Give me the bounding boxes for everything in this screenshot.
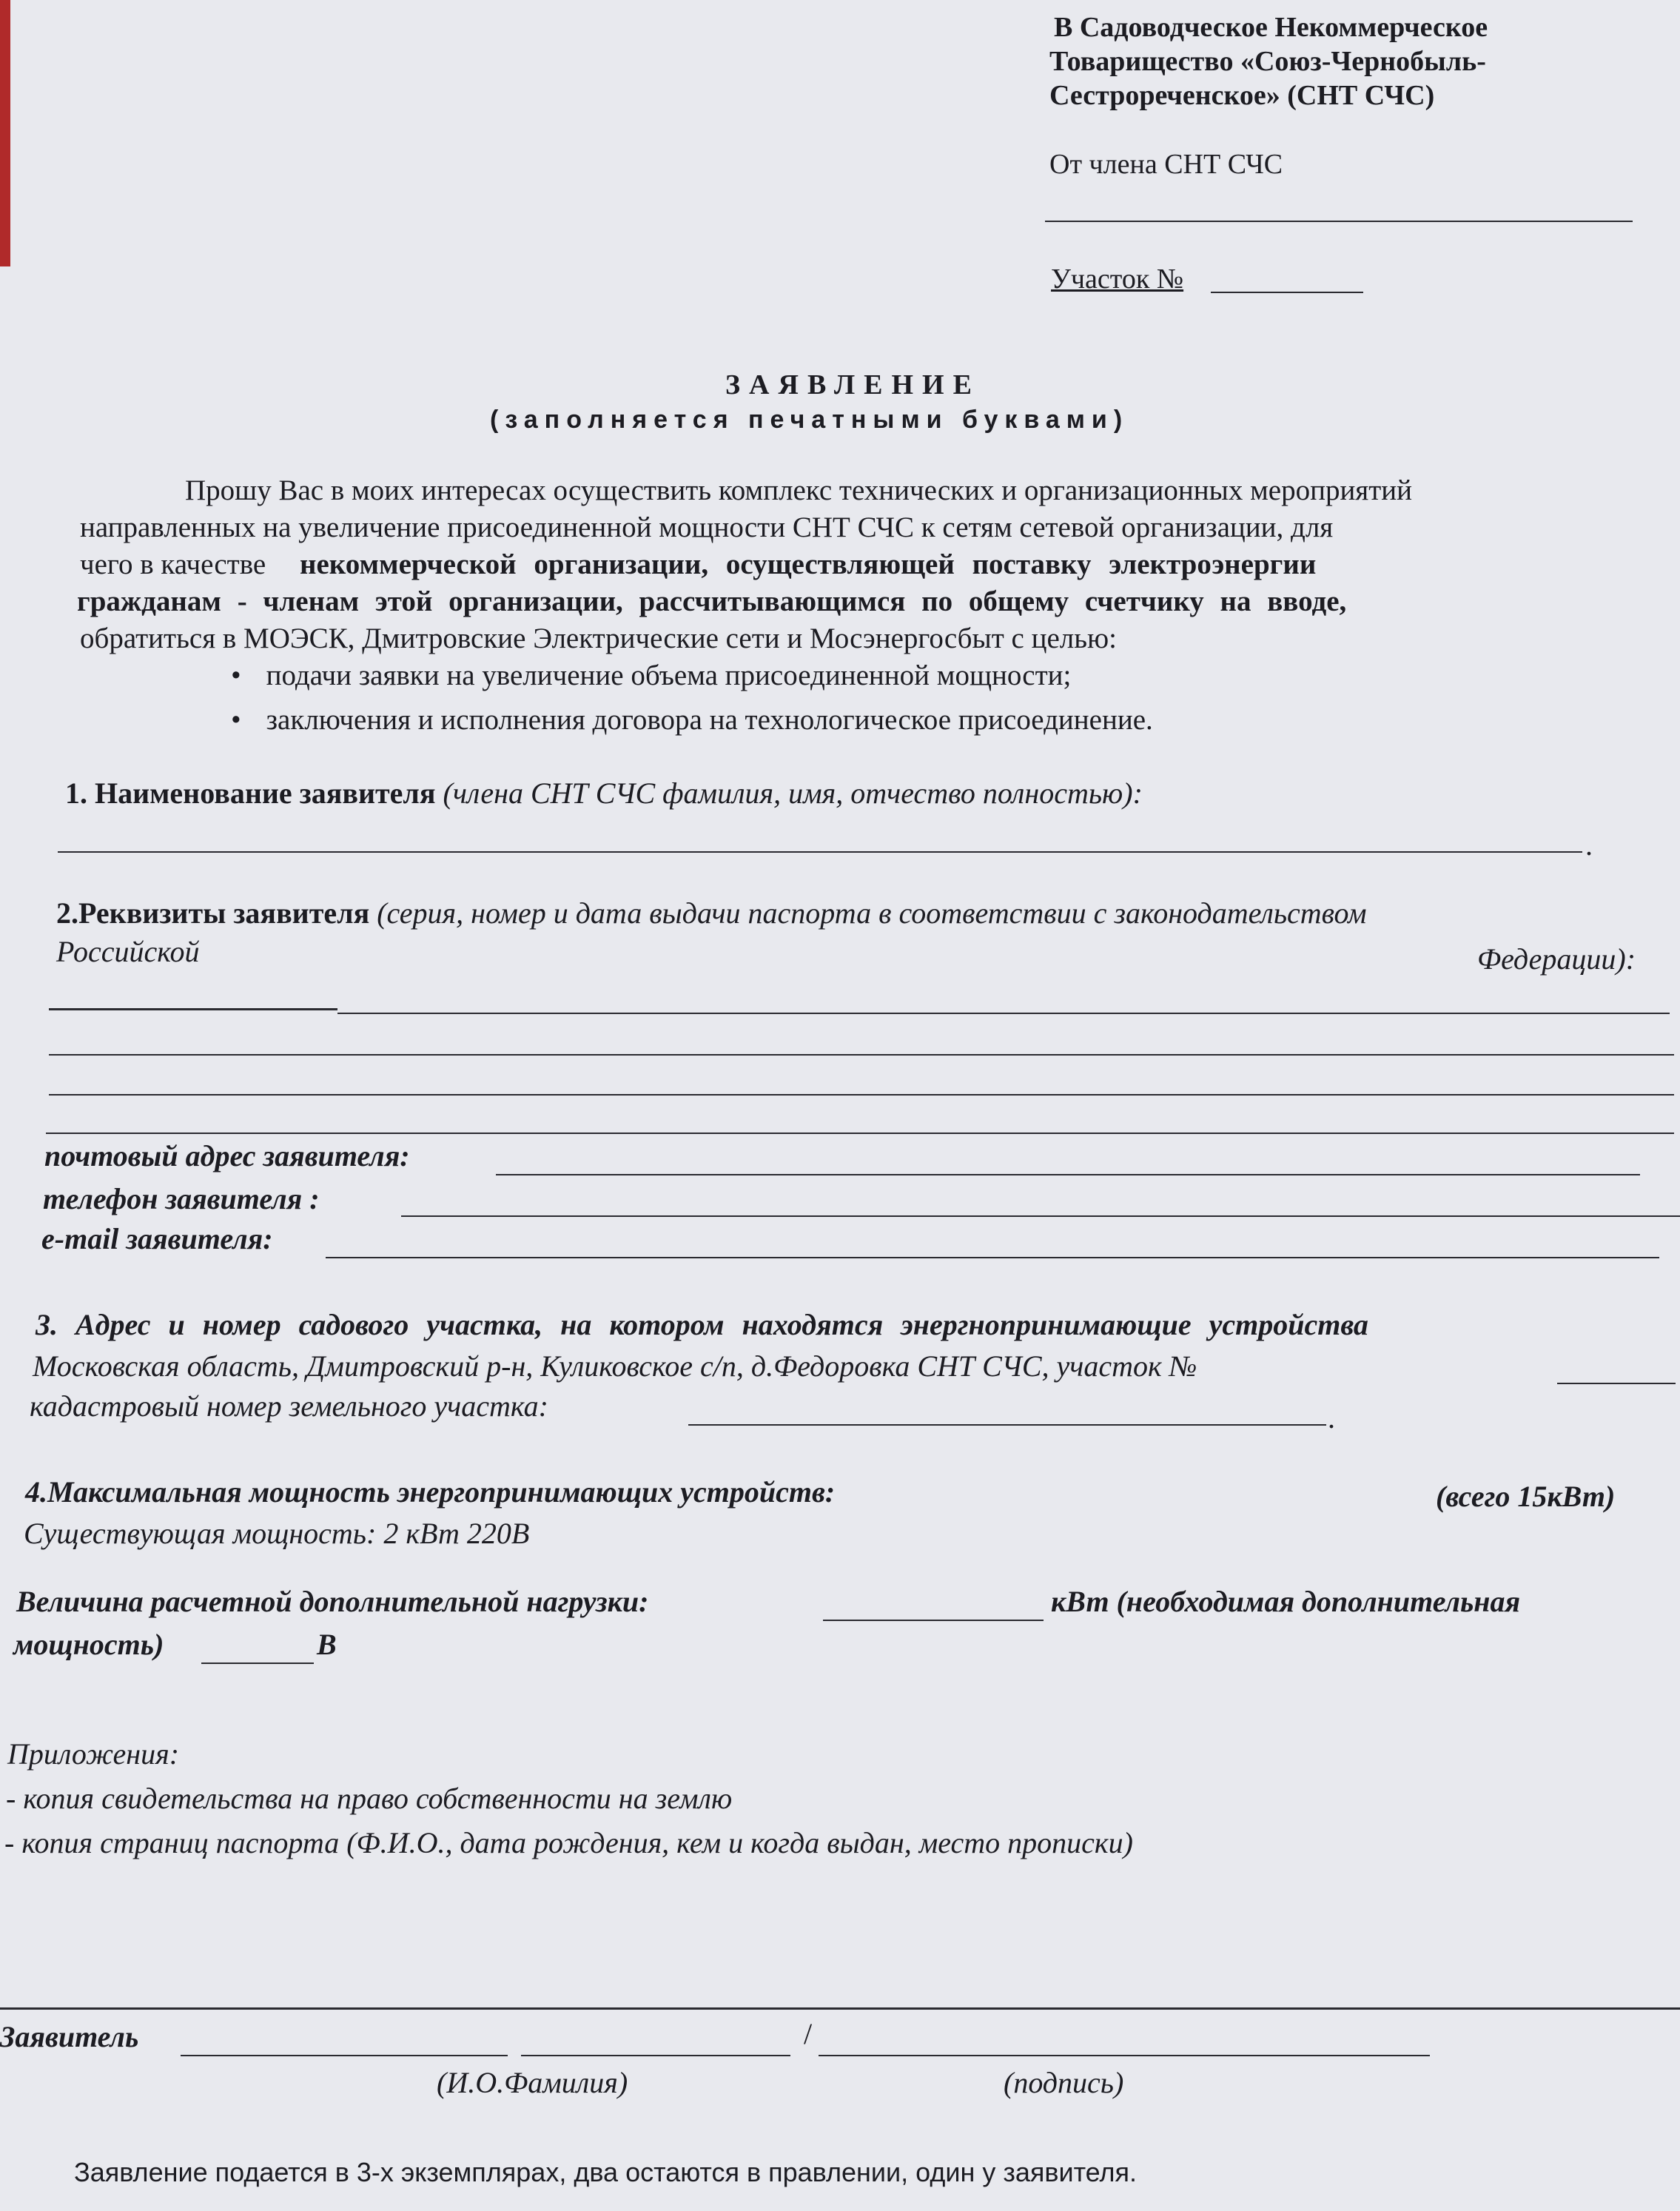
phone-label: телефон заявителя :	[43, 1182, 320, 1215]
addressee-line-1: В Садоводческое Некоммерческое	[1054, 12, 1488, 43]
extra-load-field[interactable]	[823, 1620, 1044, 1621]
cadastral-label: кадастровый номер земельного участка:	[30, 1389, 548, 1423]
bullet-icon: •	[231, 704, 241, 736]
passport-field-line-1b[interactable]	[337, 1013, 1670, 1014]
plot-label: Участок №	[1051, 264, 1184, 295]
signature-slash: /	[804, 2017, 813, 2050]
section-4-total: (всего 15кВт)	[1436, 1480, 1616, 1513]
bullet-item-1: • подачи заявки на увеличение объема присоединенной мощности;	[231, 660, 1072, 691]
section-3-address: Московская область, Дмитровский р-н, Куликовское с/п, д.Федоровка СНТ СЧС, участок №	[33, 1349, 1197, 1383]
email-label: e-mail заявителя:	[41, 1222, 273, 1255]
attachment-item-1: - копия свидетельства на право собственности на землю	[6, 1782, 733, 1815]
section-2-hint-left: Российской	[56, 935, 200, 968]
signature-initials-field[interactable]	[181, 2055, 508, 2056]
document-title: ЗАЯВЛЕНИЕ	[725, 369, 981, 400]
section-2-heading: 2.Реквизиты заявителя (серия, номер и дата выдачи паспорта в соответствии с законодательством	[56, 896, 1367, 930]
addressee-line-2: Товарищество «Союз-Чернобыль-	[1049, 46, 1486, 77]
passport-field-line-1a[interactable]	[49, 1008, 337, 1010]
intro-line-2: направленных на увеличение присоединенной мощности СНТ СЧС к сетям сетевой организации, для	[80, 511, 1334, 543]
applicant-name-field[interactable]	[58, 851, 1582, 853]
email-field[interactable]	[326, 1257, 1659, 1258]
signature-label: Заявитель	[0, 2020, 139, 2053]
passport-field-line-3[interactable]	[49, 1094, 1674, 1096]
intro-line-4: гражданам - членам этой организации, рассчитывающимся по общему счетчику на вводе,	[77, 586, 1347, 617]
document-subtitle: (заполняется печатными буквами)	[490, 406, 1129, 434]
phone-field[interactable]	[401, 1215, 1680, 1217]
from-label: От члена СНТ СЧС	[1049, 149, 1283, 180]
period-mark: .	[1328, 1401, 1335, 1435]
section-1-heading: 1. Наименование заявителя (члена СНТ СЧС фамилия, имя, отчество полностью):	[65, 776, 1143, 810]
passport-field-line-2[interactable]	[49, 1054, 1674, 1056]
footer-note: Заявление подается в 3-х экземплярах, два остаются в правлении, один у заявителя.	[74, 2157, 1137, 2187]
postal-address-field[interactable]	[496, 1174, 1640, 1175]
addressee-line-3: Сестрореченское» (СНТ СЧС)	[1049, 80, 1435, 111]
signature-divider	[0, 2007, 1680, 2010]
existing-power: Существующая мощность: 2 кВт 220В	[24, 1517, 530, 1550]
section-3-heading: 3. Адрес и номер садового участка, на котором находятся энергнопринимающие устройства	[36, 1308, 1368, 1341]
bullet-icon: •	[231, 660, 241, 691]
intro-line-1: Прошу Вас в моих интересах осуществить комплекс технических и организационных мероприятий	[185, 474, 1413, 506]
page-edge	[0, 0, 10, 266]
intro-line-3-start: чего в качестве	[80, 548, 266, 580]
attachment-item-2: - копия страниц паспорта (Ф.И.О., дата рождения, кем и когда выдан, место прописки)	[4, 1826, 1133, 1859]
voltage-field[interactable]	[201, 1663, 314, 1664]
intro-line-3-bold: некоммерческой организации, осуществляющей поставку электроэнергии	[299, 548, 1317, 580]
postal-address-label: почтовый адрес заявителя:	[44, 1139, 410, 1172]
signature-sign-field[interactable]	[819, 2055, 1430, 2056]
cadastral-field[interactable]	[688, 1424, 1326, 1426]
attachments-title: Приложения:	[7, 1737, 180, 1771]
section-2-hint-right: Федерации):	[1477, 942, 1636, 976]
section-4-heading: 4.Максимальная мощность энергопринимающих устройств:	[25, 1475, 836, 1509]
extra-power-label: мощность)	[13, 1628, 164, 1661]
name-caption: (И.О.Фамилия)	[437, 2066, 628, 2099]
signature-surname-field[interactable]	[521, 2055, 790, 2056]
intro-line-5: обратиться в МОЭСК, Дмитровские Электрические сети и Мосэнергосбыт с целью:	[80, 623, 1117, 654]
voltage-unit: В	[317, 1628, 337, 1661]
section-3-plot-field[interactable]	[1557, 1383, 1676, 1384]
passport-field-line-4[interactable]	[46, 1133, 1674, 1134]
plot-number-field[interactable]	[1211, 292, 1363, 293]
bullet-item-2: • заключения и исполнения договора на технологическое присоединение.	[231, 704, 1153, 736]
extra-load-label: Величина расчетной дополнительной нагрузки:	[16, 1585, 649, 1618]
extra-load-unit: кВт (необходимая дополнительная	[1051, 1585, 1521, 1618]
from-name-field[interactable]	[1045, 221, 1633, 222]
period-mark: .	[1585, 828, 1593, 862]
sign-caption: (подпись)	[1004, 2066, 1124, 2099]
